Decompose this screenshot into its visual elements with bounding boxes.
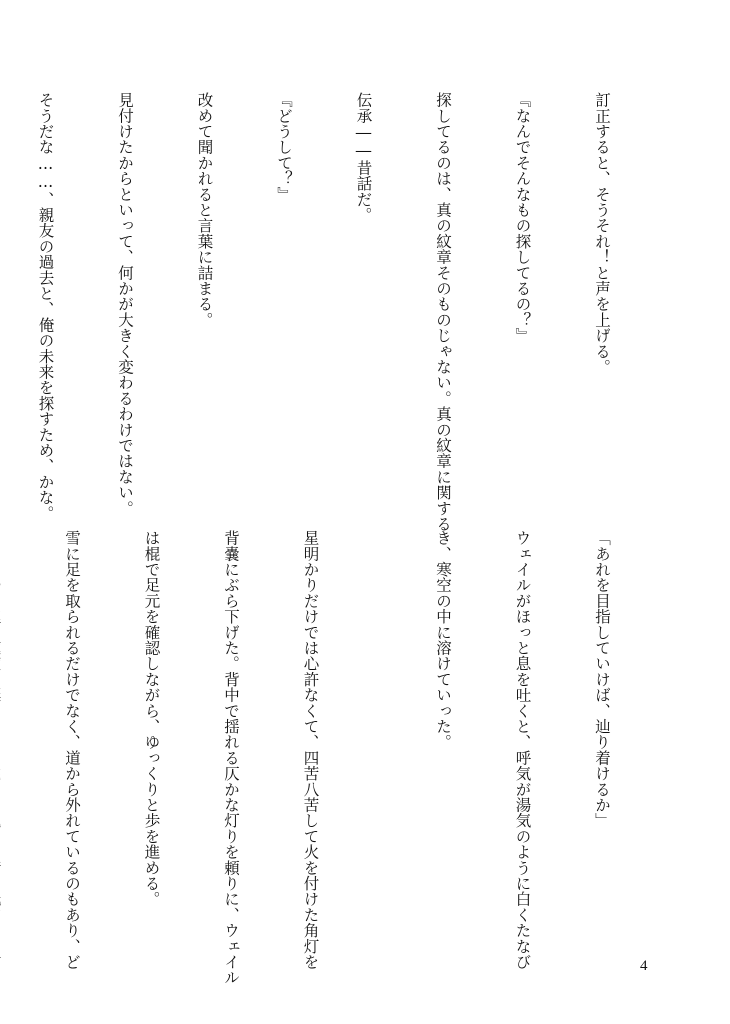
text-line: 『なんでそんなもの探してるの？』: [513, 92, 532, 344]
page-number: 4: [640, 958, 648, 974]
text-block-lower: [48, 530, 668, 986]
text-line: は棍で足元を確認しながら、ゆっくりと歩を進める。: [142, 530, 161, 907]
text-line: 背嚢にぶら下げた。背中で揺れる仄かな灯りを頼りに、ウェイル: [222, 530, 240, 986]
text-line: 訂正すると、そうそれ！と声を上げる。: [593, 92, 611, 375]
text-line: 『どうして？』: [275, 92, 293, 202]
text-line: 改めて聞かれると言葉に詰まる。: [195, 92, 214, 328]
text-line: 「あれを目指していけば、辿り着けるか」: [593, 530, 611, 829]
text-line: そうだな……、親友の過去と、俺の未来を探すため、かな。: [36, 92, 55, 521]
text-line: 雪に足を取られるだけでなく、道から外れているのもあり、ど: [63, 530, 81, 970]
text-block-upper: [36, 92, 668, 532]
text-line: ウェイルがほっと息を吐くと、呼気が湯気のように白くたなび: [513, 530, 532, 970]
text-line: 伝承――昔話だ。: [354, 92, 373, 223]
text-line: 探してるのは、真の紋章そのものじゃない。真の紋章に関する: [434, 92, 452, 532]
text-line: き、寒空の中に溶けていった。: [434, 530, 452, 750]
text-line: [0, 530, 6, 940]
text-line: 見付けたからといって、何かが大きく変わるわけではない。: [116, 92, 134, 516]
text-line: 星明かりだけでは心許なくて、四苦八苦して火を付けた角灯を: [301, 530, 320, 970]
